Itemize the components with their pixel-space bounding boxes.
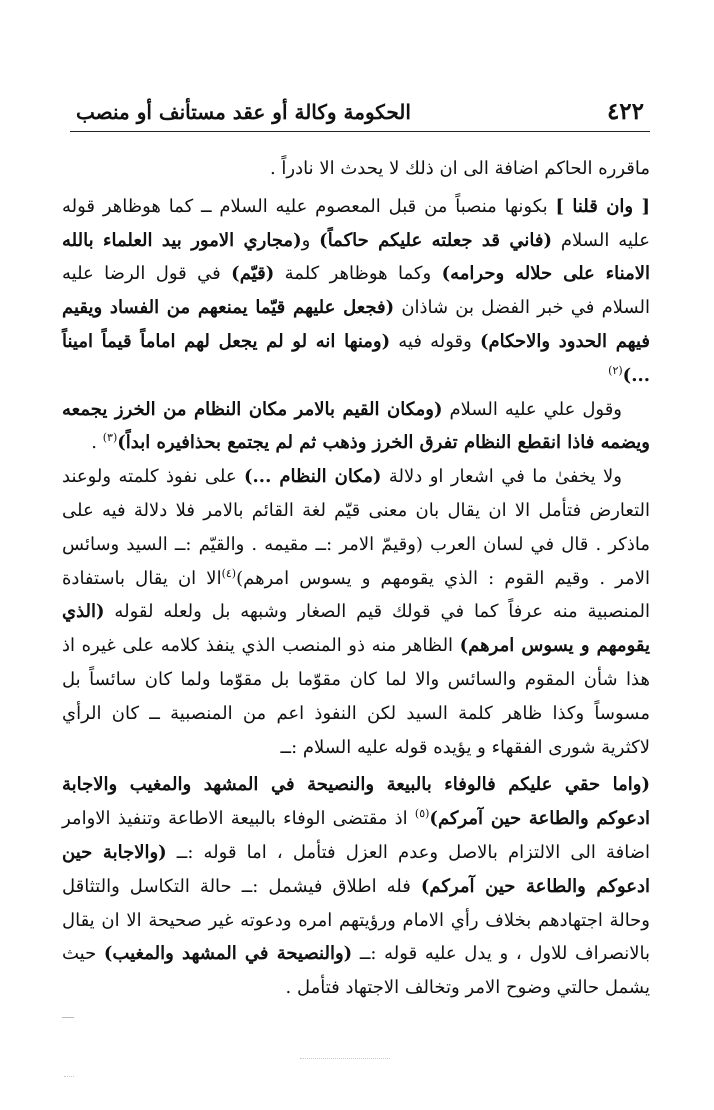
paragraph-text: الظاهر منه ذو المنصب الذي ينفذ كلامه على غيره اذ هذا شأن المقوم والسائس والا لما كان مقوّما بل مقوّما ولما كان سائساً بل مسوساً وكذا ظاهر كلمة السيد لكن النفوذ اعم من المنصبية ــ كان الرأي لاكثرية شورى الفقهاء و يؤيده قوله عليه السلام :ــ <box>62 635 650 758</box>
paragraph-text: . <box>91 432 103 454</box>
paragraph-text: في قول الرضا عليه السلام في خبر الفضل بن شاذان <box>62 263 650 319</box>
quotation: (الذي يقومهم و يسوس امرهم) <box>62 601 650 657</box>
quotation: (واما حقي عليكم فالوفاء بالبيعة والنصيحة في المشهد والمغيب والاجابة ادعوكم والطاعة حين آمركم) <box>62 774 651 830</box>
page-body <box>62 152 650 1005</box>
paragraph-text: وقوله فيه <box>390 330 480 352</box>
scan-mark <box>62 1017 74 1018</box>
paragraph-text: وقول علي عليه السلام <box>442 398 622 420</box>
quotation: (قيّم) <box>231 263 275 285</box>
paragraph-text: الا ان يقال باستفادة المنصبية منه عرفاً كما في قولك قيم الصغار وشبهه بل ولعله لقوله <box>62 567 650 623</box>
quotation: (فجعل عليهم قيّما يمنعهم من الفساد ويقيم فيهم الحدود والاحكام) <box>62 297 651 352</box>
paragraph-1 <box>62 152 650 186</box>
scan-mark <box>300 1058 390 1059</box>
running-title: الحكومة وكالة أو عقد مستأنف أو منصب <box>76 100 411 124</box>
paragraph-text: فله اطلاق فيشمل :ــ حالة التكاسل والتثاقل وحالة اجتهادهم بخلاف رأي الامام ورؤيتهم امره ودعوته غير صحيحة الا ان يقال بالانصراف للاول ، و يدل عليه قوله :ــ <box>62 875 650 965</box>
paragraph-text: على نفوذ كلمته ولوعند التعارض فتأمل الا ان يقال بان معنى قيّم لغة القائم بالامر فلا دلالة فيه على ماذكر . قال في لسان العرب (وقيمّ الامر :ــ مقيمه . والقيّم :ــ السيد وسائس الامر . وقيم القوم : الذي يقومهم و يسوس امرهم) <box>62 466 650 589</box>
paragraph-text: ولا يخفىٰ ما في اشعار او دلالة <box>381 466 622 488</box>
paragraph-text: ماقرره الحاكم اضافة الى ان ذلك لا يحدث الا نادراً . <box>269 158 650 179</box>
footnote-ref: (٢) <box>608 363 623 377</box>
quotation: (فاني قد جعلته عليكم حاكماً) <box>319 229 553 251</box>
paragraph-text: اذ مقتضى الوفاء بالبيعة الاطاعة وتنفيذ الاوامر اضافة الى الالتزام بالاصل وعدم العزل فتأمل ، اما قوله :ــ <box>62 808 650 863</box>
paragraph-text: بكونها منصباً من قبل المعصوم عليه السلام ــ كما هوظاهر قوله عليه السلام <box>62 195 650 251</box>
scan-mark <box>64 1076 74 1077</box>
quotation: (والاجابة حين ادعوكم والطاعة حين آمركم) <box>62 841 651 897</box>
quotation: (ومنها انه لو لم يجعل لهم اماماً قيماً اميناً ...) <box>62 330 650 386</box>
bold-phrase: [ وان قلنا ] <box>555 195 650 217</box>
paragraph-text: و <box>301 229 320 251</box>
footnote-ref: (٥) <box>414 807 430 821</box>
quotation: (مكان النظام ...) <box>244 466 382 488</box>
quotation: (مجاري الامور بيد العلماء بالله الامناء على حلاله وحرامه) <box>62 229 650 285</box>
paragraph-4 <box>62 460 650 764</box>
page-number: ٤٢٢ <box>606 98 644 125</box>
paragraph-text: وكما هوظاهر كلمة <box>274 263 442 285</box>
quotation: (والنصيحة في المشهد والمغيب) <box>103 943 353 965</box>
footnote-ref: (٤) <box>221 566 237 580</box>
page-header <box>70 96 644 128</box>
paragraph-3 <box>62 393 650 461</box>
paragraph-5 <box>62 768 650 1005</box>
paragraph-text: حيث يشمل حالتي وضوح الامر وتخالف الاجتهاد فتأمل . <box>62 943 650 999</box>
quotation: (ومكان القيم بالامر مكان النظام من الخرز يجمعه ويضمه فاذا انقطع النظام تفرق الخرز وذهب ثم لم يجتمع بحذافيره ابداً) <box>62 398 650 454</box>
paragraph-2 <box>62 190 650 393</box>
footnote-ref: (٣) <box>102 431 118 445</box>
header-rule <box>70 131 650 132</box>
